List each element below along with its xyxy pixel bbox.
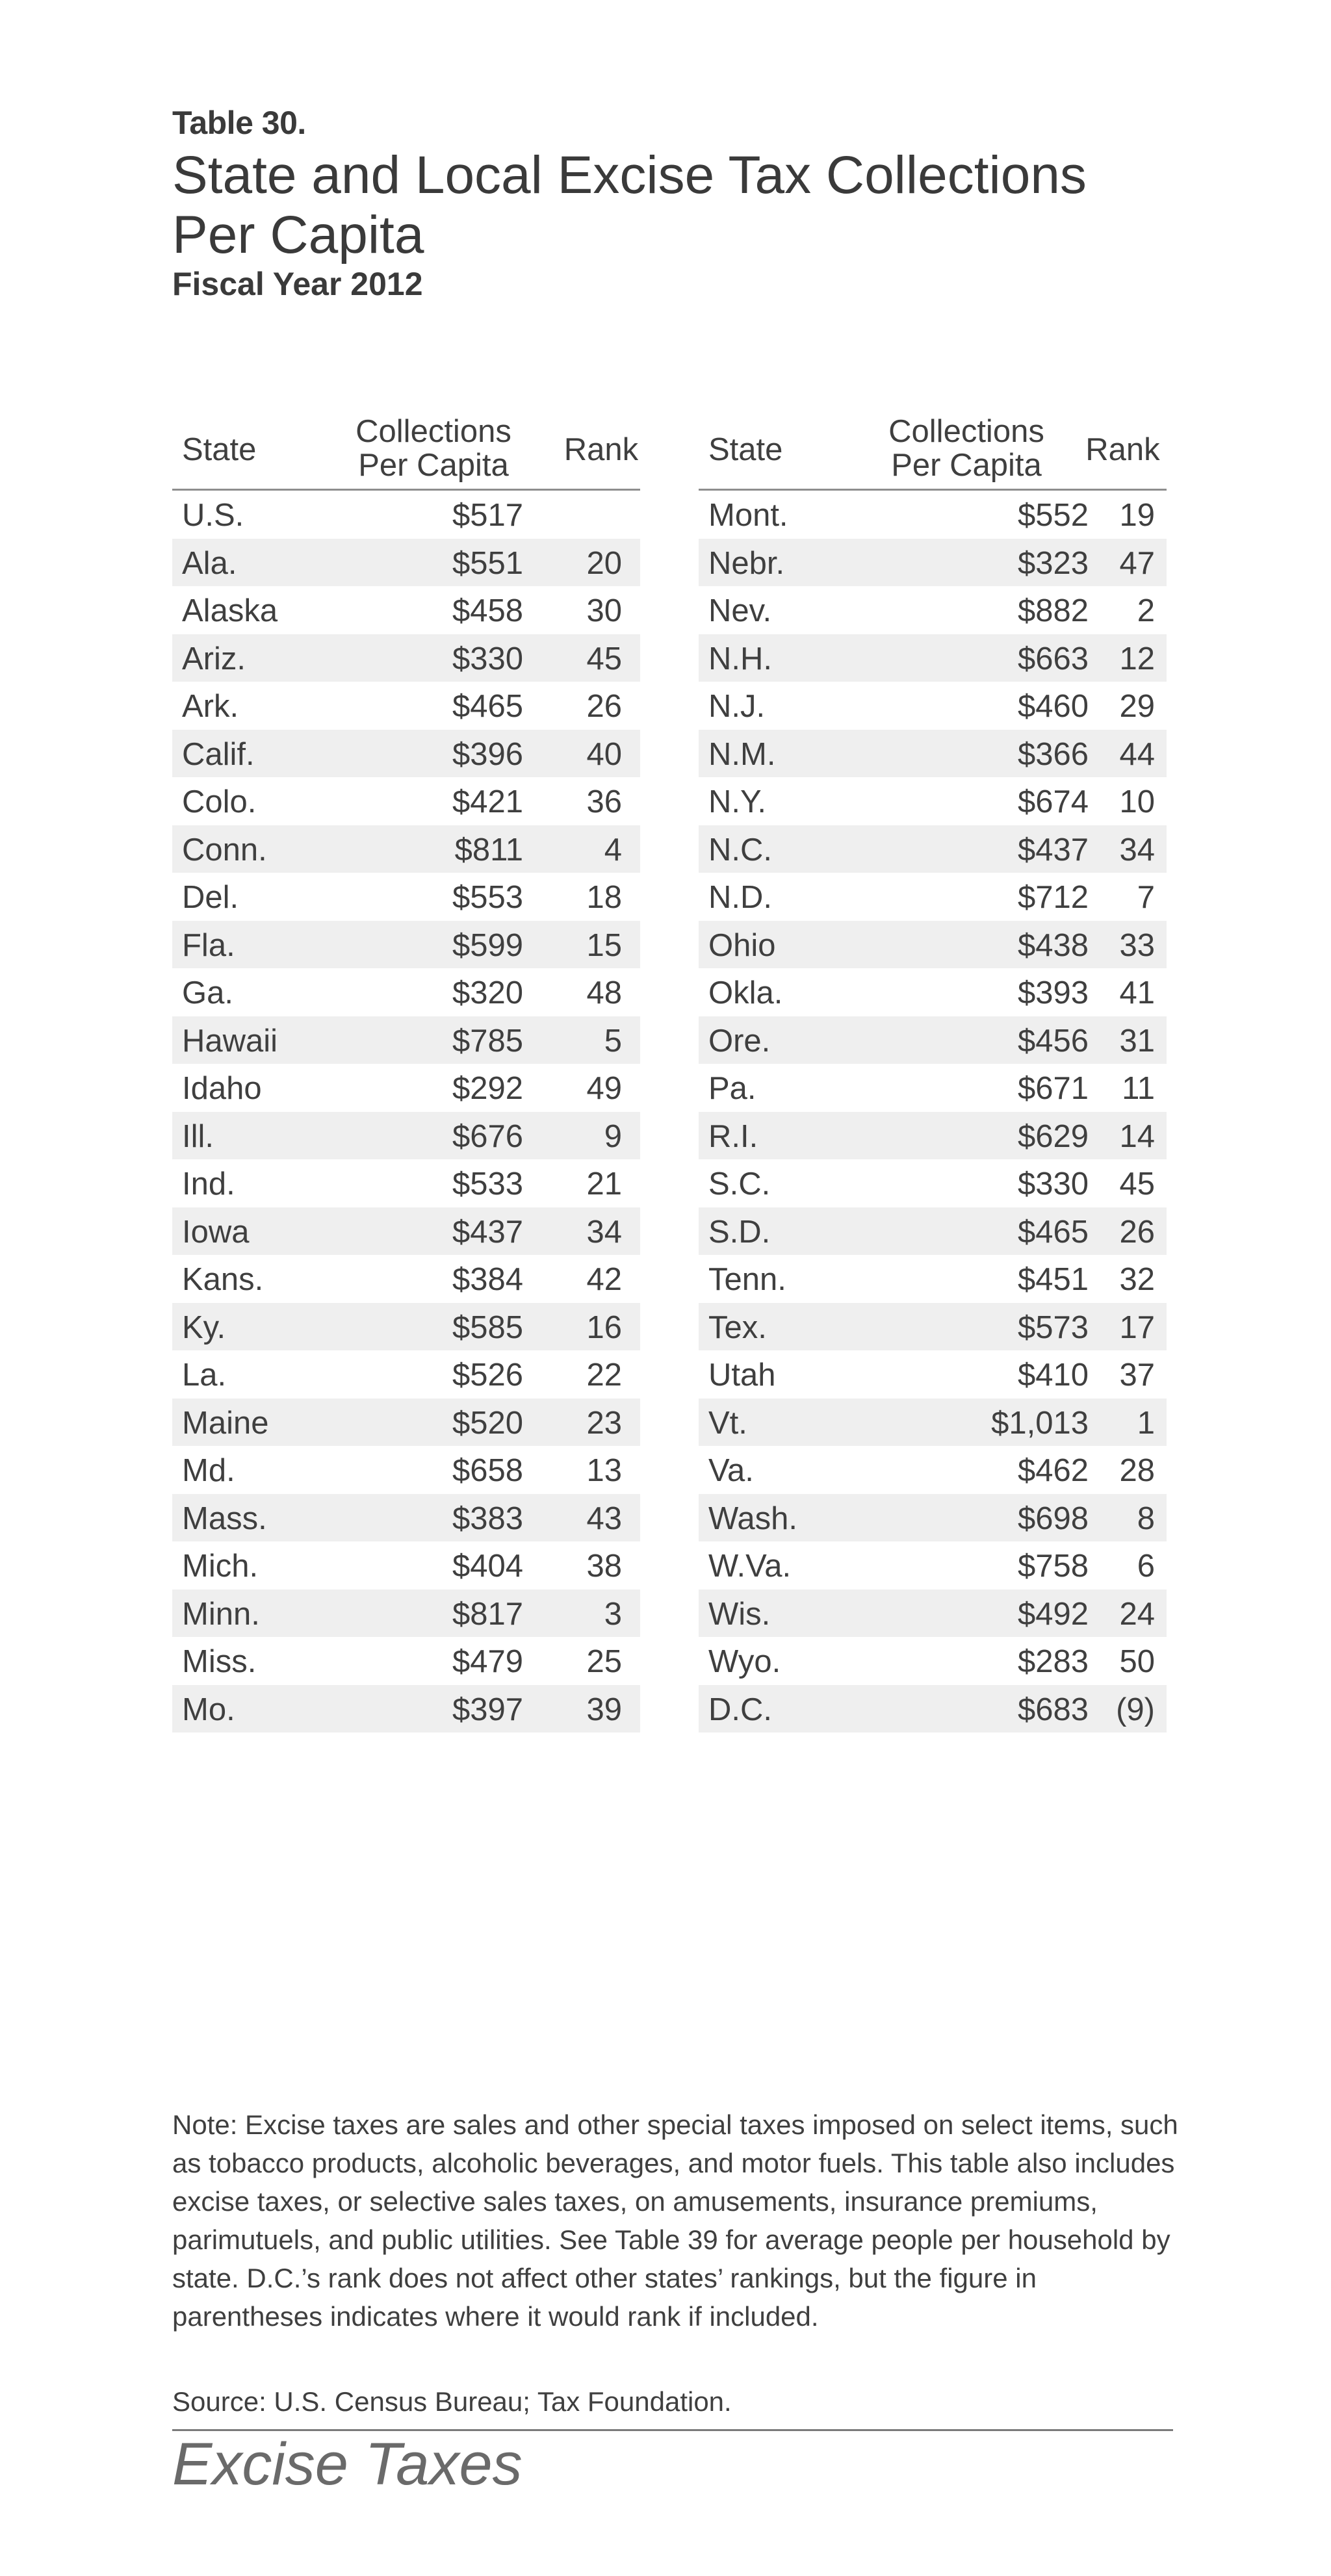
cell-rank: 50 bbox=[1119, 1644, 1155, 1679]
table-row bbox=[172, 730, 640, 778]
table-row bbox=[699, 1016, 1167, 1064]
cell-rank: 17 bbox=[1119, 1309, 1155, 1345]
cell-state: Maine bbox=[182, 1405, 269, 1441]
cell-rank: 6 bbox=[1137, 1549, 1155, 1584]
cell-collections: $517 bbox=[452, 498, 523, 533]
table-row bbox=[172, 634, 640, 682]
cell-rank: 11 bbox=[1122, 1071, 1155, 1106]
cell-collections: $283 bbox=[1017, 1644, 1089, 1679]
cell-state: Va. bbox=[708, 1453, 754, 1488]
table-row bbox=[699, 1112, 1167, 1160]
cell-rank: 9 bbox=[604, 1118, 622, 1154]
table-row bbox=[172, 1255, 640, 1303]
cell-state: Wyo. bbox=[708, 1644, 781, 1679]
cell-collections: $456 bbox=[1017, 1023, 1089, 1059]
cell-state: Ind. bbox=[182, 1166, 235, 1202]
cell-collections: $585 bbox=[452, 1309, 523, 1345]
table-row bbox=[699, 1541, 1167, 1590]
cell-collections: $552 bbox=[1017, 498, 1089, 533]
left-table-header bbox=[172, 409, 640, 491]
cell-rank: 25 bbox=[586, 1644, 622, 1679]
table-row bbox=[699, 491, 1167, 539]
cell-state: Ill. bbox=[182, 1118, 214, 1154]
cell-rank: 16 bbox=[586, 1309, 622, 1345]
cell-collections: $366 bbox=[1017, 736, 1089, 772]
table-row bbox=[172, 777, 640, 825]
cell-collections: $437 bbox=[1017, 832, 1089, 868]
cell-state: Minn. bbox=[182, 1596, 260, 1632]
cell-collections: $671 bbox=[1017, 1071, 1089, 1106]
cell-rank: 8 bbox=[1137, 1501, 1155, 1536]
cell-state: Ala. bbox=[182, 545, 237, 581]
left-table bbox=[172, 409, 640, 1732]
table-row bbox=[172, 1112, 640, 1160]
cell-rank: 26 bbox=[1119, 1214, 1155, 1250]
cell-rank: 21 bbox=[586, 1166, 622, 1202]
table-row bbox=[699, 1685, 1167, 1733]
cell-rank: 38 bbox=[586, 1549, 622, 1584]
table-row bbox=[699, 1159, 1167, 1207]
cell-collections: $410 bbox=[1017, 1358, 1089, 1393]
cell-state: Alaska bbox=[182, 593, 278, 628]
cell-state: Calif. bbox=[182, 736, 255, 772]
cell-state: U.S. bbox=[182, 498, 244, 533]
table-label: Table 30. bbox=[172, 105, 306, 141]
page-title: State and Local Excise Tax Collections Per Capita bbox=[172, 146, 1087, 264]
cell-rank: 47 bbox=[1119, 545, 1155, 581]
cell-rank: 34 bbox=[586, 1214, 622, 1250]
table-row bbox=[699, 1398, 1167, 1447]
cell-rank: 22 bbox=[586, 1358, 622, 1393]
table-row bbox=[699, 1303, 1167, 1351]
table-row bbox=[699, 1207, 1167, 1256]
cell-collections: $526 bbox=[452, 1358, 523, 1393]
cell-rank: 10 bbox=[1119, 784, 1155, 819]
cell-rank: 26 bbox=[586, 689, 622, 724]
right-table-body bbox=[699, 491, 1167, 1732]
cell-rank: (9) bbox=[1116, 1692, 1155, 1727]
cell-collections: $397 bbox=[452, 1692, 523, 1727]
cell-collections: $383 bbox=[452, 1501, 523, 1536]
table-row bbox=[172, 1685, 640, 1733]
table-row bbox=[172, 1064, 640, 1112]
cell-collections: $811 bbox=[454, 832, 523, 868]
cell-rank: 48 bbox=[586, 975, 622, 1011]
cell-rank: 15 bbox=[586, 927, 622, 963]
cell-state: N.D. bbox=[708, 880, 772, 915]
table-row bbox=[172, 682, 640, 730]
cell-rank: 20 bbox=[586, 545, 622, 581]
cell-rank: 7 bbox=[1137, 880, 1155, 915]
table-row bbox=[172, 1016, 640, 1064]
cell-rank: 45 bbox=[586, 641, 622, 676]
cell-rank: 14 bbox=[1119, 1118, 1155, 1154]
header-collections: Collections Per Capita bbox=[888, 414, 1044, 483]
cell-collections: $817 bbox=[452, 1596, 523, 1632]
cell-state: Fla. bbox=[182, 927, 235, 963]
cell-rank: 3 bbox=[604, 1596, 622, 1632]
cell-collections: $404 bbox=[452, 1549, 523, 1584]
cell-state: Ky. bbox=[182, 1309, 226, 1345]
table-row bbox=[172, 586, 640, 634]
cell-state: N.M. bbox=[708, 736, 776, 772]
cell-collections: $573 bbox=[1017, 1309, 1089, 1345]
cell-rank: 13 bbox=[586, 1453, 622, 1488]
table-row bbox=[172, 921, 640, 969]
cell-rank: 30 bbox=[586, 593, 622, 628]
table-row bbox=[699, 1064, 1167, 1112]
cell-rank: 40 bbox=[586, 736, 622, 772]
cell-collections: $421 bbox=[452, 784, 523, 819]
table-row bbox=[699, 777, 1167, 825]
cell-collections: $674 bbox=[1017, 784, 1089, 819]
cell-rank: 43 bbox=[586, 1501, 622, 1536]
cell-state: Mass. bbox=[182, 1501, 267, 1536]
cell-collections: $492 bbox=[1017, 1596, 1089, 1632]
cell-collections: $479 bbox=[452, 1644, 523, 1679]
cell-rank: 39 bbox=[586, 1692, 622, 1727]
cell-collections: $330 bbox=[1017, 1166, 1089, 1202]
table-row bbox=[699, 682, 1167, 730]
header-rank: Rank bbox=[563, 432, 639, 467]
table-row bbox=[172, 825, 640, 873]
cell-state: Ark. bbox=[182, 689, 239, 724]
cell-collections: $292 bbox=[452, 1071, 523, 1106]
table-row bbox=[699, 921, 1167, 969]
cell-rank: 4 bbox=[604, 832, 622, 868]
cell-rank: 37 bbox=[1119, 1358, 1155, 1393]
cell-collections: $712 bbox=[1017, 880, 1089, 915]
cell-collections: $599 bbox=[452, 927, 523, 963]
cell-rank: 23 bbox=[586, 1405, 622, 1441]
page-subtitle: Fiscal Year 2012 bbox=[172, 266, 423, 302]
cell-state: N.H. bbox=[708, 641, 772, 676]
table-row bbox=[699, 968, 1167, 1016]
cell-rank: 32 bbox=[1119, 1262, 1155, 1297]
cell-state: Idaho bbox=[182, 1071, 262, 1106]
cell-state: R.I. bbox=[708, 1118, 758, 1154]
cell-rank: 2 bbox=[1137, 593, 1155, 628]
table-row bbox=[172, 1637, 640, 1685]
cell-state: D.C. bbox=[708, 1692, 772, 1727]
cell-rank: 36 bbox=[586, 784, 622, 819]
cell-state: Mich. bbox=[182, 1549, 259, 1584]
table-row bbox=[172, 539, 640, 587]
cell-rank: 18 bbox=[586, 880, 622, 915]
cell-state: Wash. bbox=[708, 1501, 798, 1536]
cell-state: Hawaii bbox=[182, 1023, 278, 1059]
cell-collections: $551 bbox=[452, 545, 523, 581]
table-row bbox=[172, 1159, 640, 1207]
cell-collections: $1,013 bbox=[991, 1405, 1089, 1441]
cell-state: Nev. bbox=[708, 593, 772, 628]
left-table-body bbox=[172, 491, 640, 1732]
cell-rank: 42 bbox=[586, 1262, 622, 1297]
cell-state: Utah bbox=[708, 1358, 776, 1393]
cell-collections: $393 bbox=[1017, 975, 1089, 1011]
table-note: Note: Excise taxes are sales and other special taxes imposed on select items, such as tobacco products, alcoholic beverages, and motor fuels. This table also includes excise taxes, or selective sales taxes, on amusements, insurance premiums, parimutuels, and public utilities. See Table 39 for average people per household by state. D.C.’s rank does not affect other states’ rankings, but the figure in parentheses indicates where it would rank if included. bbox=[172, 2109, 1178, 2332]
cell-rank: 12 bbox=[1119, 641, 1155, 676]
cell-state: S.C. bbox=[708, 1166, 771, 1202]
cell-rank: 28 bbox=[1119, 1453, 1155, 1488]
cell-state: Miss. bbox=[182, 1644, 257, 1679]
cell-state: Wis. bbox=[708, 1596, 771, 1632]
cell-state: Md. bbox=[182, 1453, 235, 1488]
cell-rank: 45 bbox=[1119, 1166, 1155, 1202]
cell-collections: $676 bbox=[452, 1118, 523, 1154]
section-footer: Excise Taxes bbox=[172, 2431, 523, 2497]
table-row bbox=[699, 730, 1167, 778]
cell-rank: 19 bbox=[1119, 498, 1155, 533]
cell-collections: $629 bbox=[1017, 1118, 1089, 1154]
cell-state: S.D. bbox=[708, 1214, 771, 1250]
cell-rank: 34 bbox=[1119, 832, 1155, 868]
header-state: State bbox=[708, 432, 783, 467]
header-state: State bbox=[182, 432, 257, 467]
table-row bbox=[699, 1590, 1167, 1638]
cell-collections: $785 bbox=[452, 1023, 523, 1059]
table-row bbox=[172, 968, 640, 1016]
table-row bbox=[699, 825, 1167, 873]
cell-rank: 31 bbox=[1119, 1023, 1155, 1059]
cell-rank: 33 bbox=[1119, 927, 1155, 963]
cell-collections: $553 bbox=[452, 880, 523, 915]
table-row bbox=[699, 1255, 1167, 1303]
table-row bbox=[172, 491, 640, 539]
cell-collections: $882 bbox=[1017, 593, 1089, 628]
table-row bbox=[172, 1590, 640, 1638]
cell-collections: $396 bbox=[452, 736, 523, 772]
table-row bbox=[699, 539, 1167, 587]
cell-state: Nebr. bbox=[708, 545, 785, 581]
table-row bbox=[699, 634, 1167, 682]
cell-state: Ga. bbox=[182, 975, 233, 1011]
table-row bbox=[172, 873, 640, 921]
cell-state: N.J. bbox=[708, 689, 766, 724]
cell-collections: $658 bbox=[452, 1453, 523, 1488]
source-line: Source: U.S. Census Bureau; Tax Foundation. bbox=[172, 2386, 732, 2417]
cell-collections: $460 bbox=[1017, 689, 1089, 724]
cell-state: Pa. bbox=[708, 1071, 756, 1106]
cell-state: Tex. bbox=[708, 1309, 767, 1345]
cell-collections: $330 bbox=[452, 641, 523, 676]
cell-collections: $698 bbox=[1017, 1501, 1089, 1536]
cell-state: Colo. bbox=[182, 784, 257, 819]
table-row bbox=[172, 1207, 640, 1256]
header-collections: Collections Per Capita bbox=[355, 414, 511, 483]
cell-collections: $437 bbox=[452, 1214, 523, 1250]
right-table-header bbox=[699, 409, 1167, 491]
cell-rank: 44 bbox=[1119, 736, 1155, 772]
table-row bbox=[699, 586, 1167, 634]
cell-state: N.Y. bbox=[708, 784, 766, 819]
cell-rank: 29 bbox=[1119, 689, 1155, 724]
cell-collections: $458 bbox=[452, 593, 523, 628]
table-row bbox=[172, 1494, 640, 1542]
table-row bbox=[172, 1303, 640, 1351]
cell-collections: $320 bbox=[452, 975, 523, 1011]
table-row bbox=[699, 873, 1167, 921]
cell-collections: $462 bbox=[1017, 1453, 1089, 1488]
cell-collections: $465 bbox=[1017, 1214, 1089, 1250]
table-row bbox=[172, 1541, 640, 1590]
cell-rank: 49 bbox=[586, 1071, 622, 1106]
header-rank: Rank bbox=[1085, 432, 1160, 467]
cell-collections: $384 bbox=[452, 1262, 523, 1297]
table-row bbox=[172, 1446, 640, 1494]
cell-rank: 5 bbox=[604, 1023, 622, 1059]
table-row bbox=[699, 1446, 1167, 1494]
table-row bbox=[699, 1637, 1167, 1685]
cell-state: Mont. bbox=[708, 498, 788, 533]
cell-state: Del. bbox=[182, 880, 239, 915]
cell-collections: $663 bbox=[1017, 641, 1089, 676]
cell-collections: $465 bbox=[452, 689, 523, 724]
cell-collections: $533 bbox=[452, 1166, 523, 1202]
cell-collections: $451 bbox=[1017, 1262, 1089, 1297]
cell-collections: $438 bbox=[1017, 927, 1089, 963]
cell-state: Ohio bbox=[708, 927, 776, 963]
table-row bbox=[172, 1350, 640, 1398]
cell-rank: 41 bbox=[1119, 975, 1155, 1011]
cell-state: Conn. bbox=[182, 832, 267, 868]
cell-rank: 24 bbox=[1119, 1596, 1155, 1632]
cell-state: Tenn. bbox=[708, 1262, 786, 1297]
cell-state: Ore. bbox=[708, 1023, 771, 1059]
table-row bbox=[699, 1494, 1167, 1542]
table-row bbox=[172, 1398, 640, 1447]
cell-state: Kans. bbox=[182, 1262, 264, 1297]
cell-collections: $758 bbox=[1017, 1549, 1089, 1584]
cell-state: Okla. bbox=[708, 975, 783, 1011]
cell-state: La. bbox=[182, 1358, 227, 1393]
cell-rank: 1 bbox=[1137, 1405, 1155, 1441]
right-table bbox=[699, 409, 1167, 1732]
cell-state: Ariz. bbox=[182, 641, 246, 676]
cell-collections: $683 bbox=[1017, 1692, 1089, 1727]
cell-state: Vt. bbox=[708, 1405, 747, 1441]
table-row bbox=[699, 1350, 1167, 1398]
cell-state: W.Va. bbox=[708, 1549, 792, 1584]
cell-collections: $520 bbox=[452, 1405, 523, 1441]
cell-state: Mo. bbox=[182, 1692, 235, 1727]
cell-state: Iowa bbox=[182, 1214, 250, 1250]
cell-collections: $323 bbox=[1017, 545, 1089, 581]
cell-state: N.C. bbox=[708, 832, 772, 868]
